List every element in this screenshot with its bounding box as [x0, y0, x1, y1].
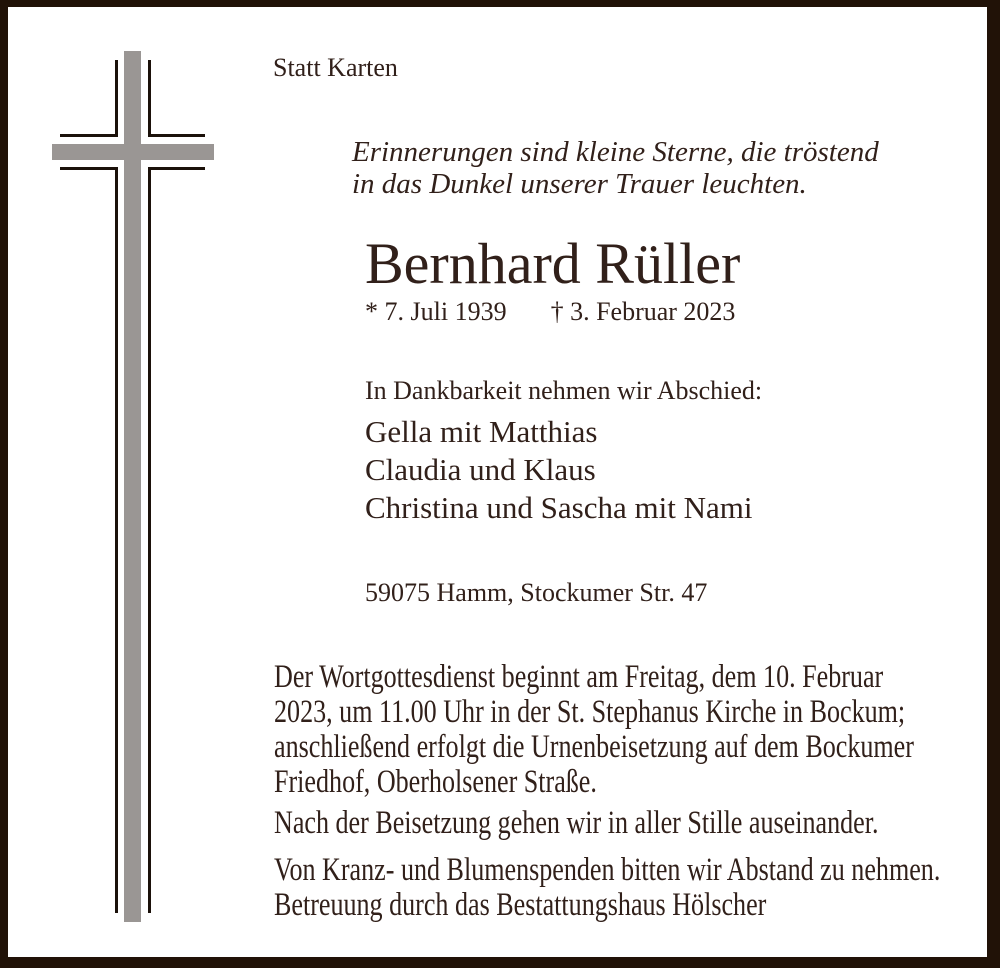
- cross-vertical-bar: [124, 51, 141, 922]
- birth-date: * 7. Juli 1939: [365, 297, 507, 326]
- memorial-cross-icon: [52, 51, 214, 922]
- cross-pinstripe: [60, 134, 118, 137]
- cross-pinstripe: [148, 60, 151, 137]
- cross-pinstripe: [148, 167, 205, 170]
- cross-pinstripe: [148, 167, 151, 913]
- epigraph-quote: [352, 136, 879, 200]
- cross-pinstripe: [115, 60, 118, 137]
- text-line: anschließend erfolgt die Urnenbeisetzung auf dem Bockumer: [274, 729, 914, 765]
- cross-pinstripe: [60, 167, 118, 170]
- life-dates: [365, 297, 735, 327]
- cross-pinstripe: [115, 167, 118, 913]
- cross-pinstripe: [148, 134, 205, 137]
- text-line: Von Kranz- und Blumenspenden bitten wir Abstand zu nehmen.: [274, 852, 941, 888]
- stille-note: Nach der Beisetzung gehen wir in aller Stille auseinander.: [274, 805, 879, 841]
- cross-horizontal-bar: [52, 144, 214, 160]
- text-line: 2023, um 11.00 Uhr in der St. Stephanus Kirche in Bockum;: [274, 694, 906, 730]
- farewell-intro: In Dankbarkeit nehmen wir Abschied:: [365, 376, 763, 405]
- text-line: Der Wortgottesdienst beginnt am Freitag, dem 10. Februar: [274, 659, 884, 695]
- text-line: Betreuung durch das Bestattungshaus Hölscher: [274, 887, 767, 923]
- text-line: Friedhof, Oberholsener Straße.: [274, 764, 597, 800]
- death-date: † 3. Februar 2023: [550, 297, 736, 326]
- address-line: 59075 Hamm, Stockumer Str. 47: [365, 578, 708, 607]
- statt-karten-note: Statt Karten: [273, 53, 398, 82]
- deceased-name: Bernhard Rüller: [365, 231, 741, 296]
- mourner-line: Christina und Sascha mit Nami: [365, 490, 753, 525]
- service-info: [274, 660, 914, 800]
- mourners-list: [365, 413, 752, 527]
- closing-notes: [274, 853, 940, 923]
- quote-line: in das Dunkel unserer Trauer leuchten.: [352, 168, 807, 200]
- quote-line: Erinnerungen sind kleine Sterne, die tröstend: [352, 136, 879, 168]
- mourner-line: Gella mit Matthias: [365, 414, 598, 449]
- mourner-line: Claudia und Klaus: [365, 452, 596, 487]
